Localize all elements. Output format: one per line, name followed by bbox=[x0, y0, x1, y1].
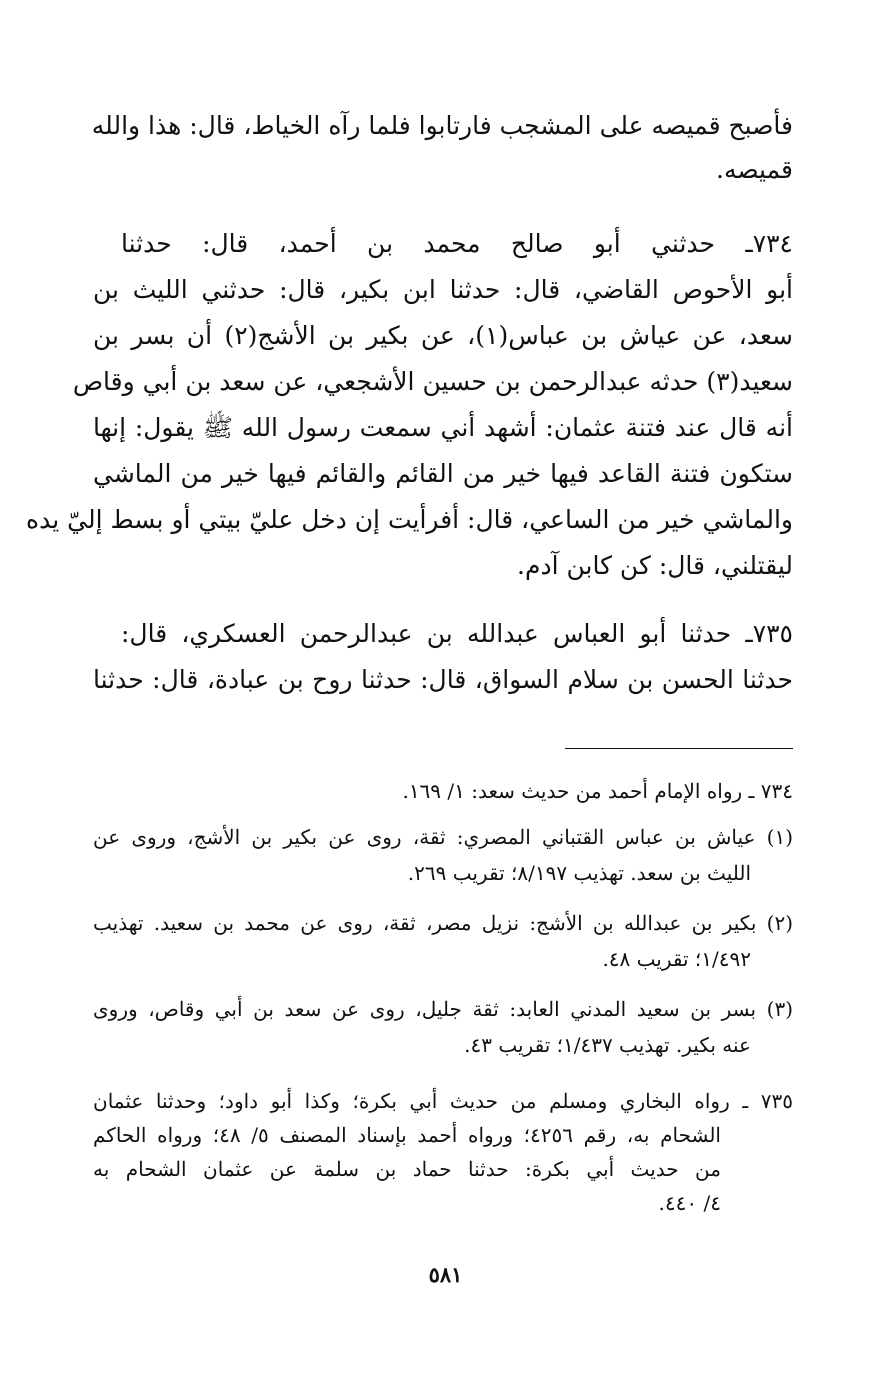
page-number: ٥٨١ bbox=[428, 1262, 463, 1287]
footnote-line: (٢) بكير بن عبدالله بن الأشج: نزيل مصر، ثقة، روى عن محمد بن سعيد. تهذيب bbox=[93, 911, 793, 935]
text-line: أبو الأحوص القاضي، قال: حدثنا ابن بكير، قال: حدثني الليث بن bbox=[93, 275, 793, 304]
footnote-line: ٧٣٥ ـ رواه البخاري ومسلم من حديث أبي بكرة؛ وكذا أبو داود؛ وحدثنا عثمان bbox=[93, 1089, 793, 1113]
text-line: ستكون فتنة القاعد فيها خير من القائم والقائم فيها خير من الماشي bbox=[93, 459, 793, 488]
footnote-line: (١) عياش بن عباس القتباني المصري: ثقة، روى عن بكير بن الأشج، وروى عن bbox=[93, 825, 793, 849]
footnote-line: الشحام به، رقم ٤٢٥٦؛ ورواه أحمد بإسناد المصنف ٥/ ٤٨؛ ورواه الحاكم bbox=[93, 1123, 721, 1147]
text-line: ٧٣٥ـ حدثنا أبو العباس عبدالله بن عبدالرحمن العسكري، قال: bbox=[121, 619, 793, 648]
text-line: سعد، عن عياش بن عباس(١)، عن بكير بن الأشج(٢) أن بسر بن bbox=[93, 321, 793, 350]
text-line: سعيد(٣) حدثه عبدالرحمن بن حسين الأشجعي، عن سعد بن أبي وقاص bbox=[72, 367, 793, 396]
footnote-line: عنه بكير. تهذيب ١/٤٣٧؛ تقريب ٤٣. bbox=[464, 1033, 751, 1057]
text-line: والماشي خير من الساعي، قال: أفرأيت إن دخل عليّ بيتي أو بسط إليّ يده bbox=[26, 505, 793, 534]
text-line: ٧٣٤ـ حدثني أبو صالح محمد بن أحمد، قال: حدثنا bbox=[121, 229, 793, 258]
footnote-line: الليث بن سعد. تهذيب ٨/١٩٧؛ تقريب ٢٦٩. bbox=[407, 861, 751, 885]
text-line: قميصه. bbox=[716, 155, 793, 184]
footnote-line: ١/٤٩٢؛ تقريب ٤٨. bbox=[602, 947, 751, 971]
text-line: أنه قال عند فتنة عثمان: أشهد أني سمعت رسول الله ﷺ يقول: إنها bbox=[93, 413, 793, 442]
footnote-line: (٣) بسر بن سعيد المدني العابد: ثقة جليل، روى عن سعد بن أبي وقاص، وروى bbox=[93, 997, 793, 1021]
text-line: حدثنا الحسن بن سلام السواق، قال: حدثنا روح بن عبادة، قال: حدثنا bbox=[93, 665, 793, 694]
footnote-734: ٧٣٤ ـ رواه الإمام أحمد من حديث سعد: ١/ ١٦٩. bbox=[402, 779, 793, 803]
text-line: فأصبح قميصه على المشجب فارتابوا فلما رآه الخياط، قال: هذا والله bbox=[91, 111, 793, 140]
footnote-line: ٤/ ٤٤٠. bbox=[658, 1191, 721, 1215]
text-line: ليقتلني، قال: كن كابن آدم. bbox=[517, 551, 793, 580]
footnote-line: من حديث أبي بكرة: حدثنا حماد بن سلمة عن عثمان الشحام به bbox=[93, 1157, 721, 1181]
footnote-separator bbox=[565, 748, 793, 749]
